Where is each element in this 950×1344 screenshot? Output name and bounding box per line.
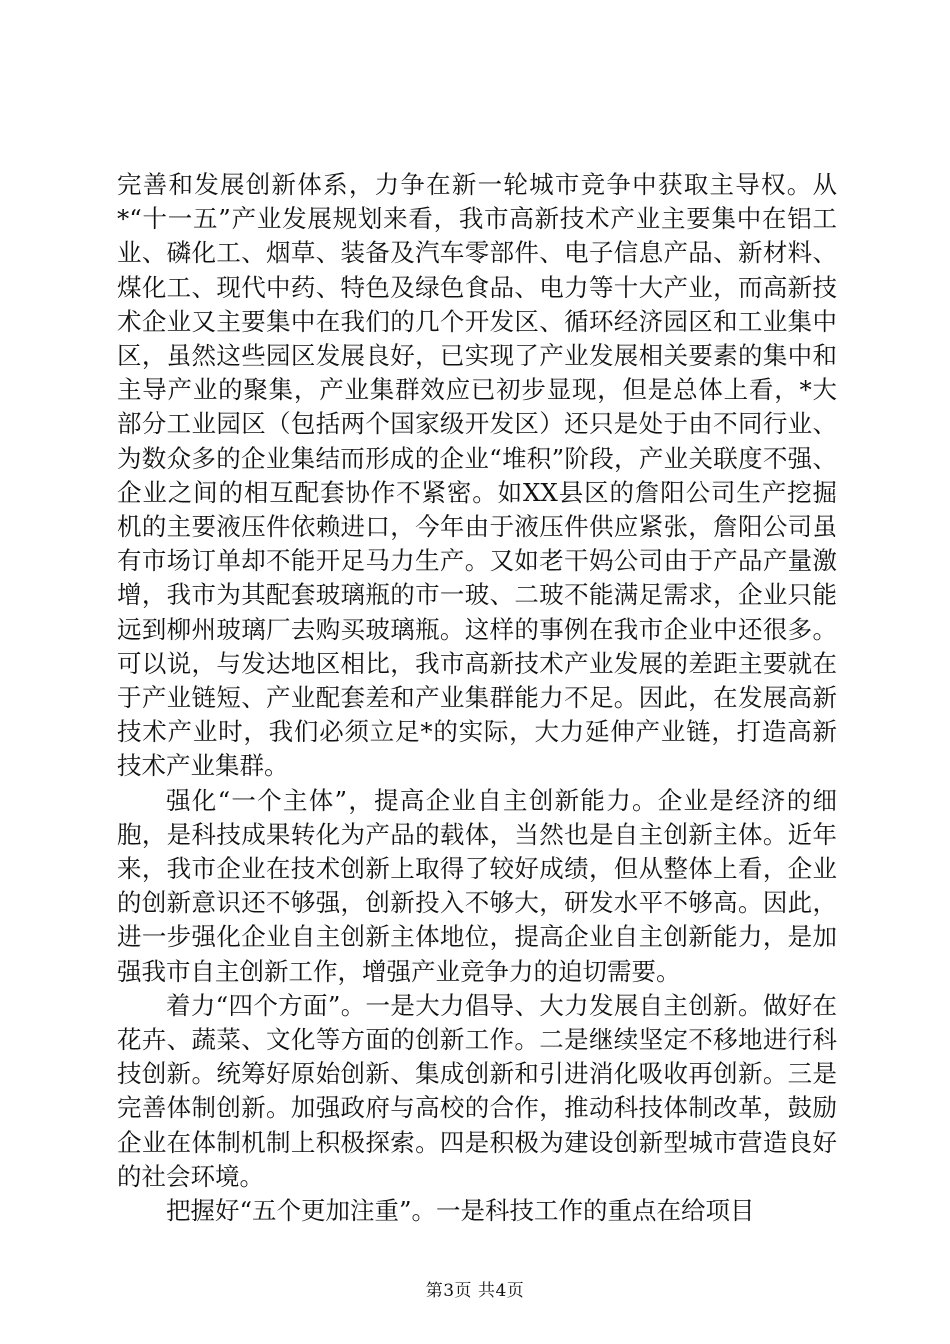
page-footer: 第3页 共4页 — [425, 1281, 525, 1301]
document-body — [117, 168, 837, 1228]
paragraph-3: 着力“四个方面”。一是大力倡导、大力发展自主创新。做好在花卉、蔬菜、文化等方面的创新工作。二是继续坚定不移地进行科技创新。统筹好原始创新、集成创新和引进消化吸收再创新。三是完善体制创新。加强政府与高校的合作，推动科技体制改革，鼓励企业在体制机制上积极探索。四是积极为建设创新型城市营造良好的社会环境。 — [117, 990, 837, 1191]
paragraph-1: 完善和发展创新体系，力争在新一轮城市竞争中获取主导权。从*“十一五”产业发展规划来看，我市高新技术产业主要集中在铝工业、磷化工、烟草、装备及汽车零部件、电子信息产品、新材料、煤化工、现代中药、特色及绿色食品、电力等十大产业，而高新技术企业又主要集中在我们的几个开发区、循环经济园区和工业集中区，虽然这些园区发展良好，已实现了产业发展相关要素的集中和主导产业的聚集，产业集群效应已初步显现，但是总体上看，*大部分工业园区（包括两个国家级开发区）还只是处于由不同行业、为数众多的企业集结而形成的企业“堆积”阶段，产业关联度不强、企业之间的相互配套协作不紧密。如XX县区的詹阳公司生产挖掘机的主要液压件依赖进口，今年由于液压件供应紧张，詹阳公司虽有市场订单却不能开足马力生产。又如老干妈公司由于产品产量激增，我市为其配套玻璃瓶的市一玻、二玻不能满足需求，企业只能远到柳州玻璃厂去购买玻璃瓶。这样的事例在我市企业中还很多。可以说，与发达地区相比，我市高新技术产业发展的差距主要就在于产业链短、产业配套差和产业集群能力不足。因此，在发展高新技术产业时，我们必须立足*的实际，大力延伸产业链，打造高新技术产业集群。 — [117, 170, 837, 781]
paragraph-4: 把握好“五个更加注重”。一是科技工作的重点在给项目 — [166, 1196, 755, 1226]
paragraph-2: 强化“一个主体”，提高企业自主创新能力。企业是经济的细胞，是科技成果转化为产品的载体，当然也是自主创新主体。近年来，我市企业在技术创新上取得了较好成绩，但从整体上看，企业的创新意识还不够强，创新投入不够大，研发水平不够高。因此，进一步强化企业自主创新主体地位，提高企业自主创新能力，是加强我市自主创新工作，增强产业竞争力的迫切需要。 — [117, 785, 837, 986]
